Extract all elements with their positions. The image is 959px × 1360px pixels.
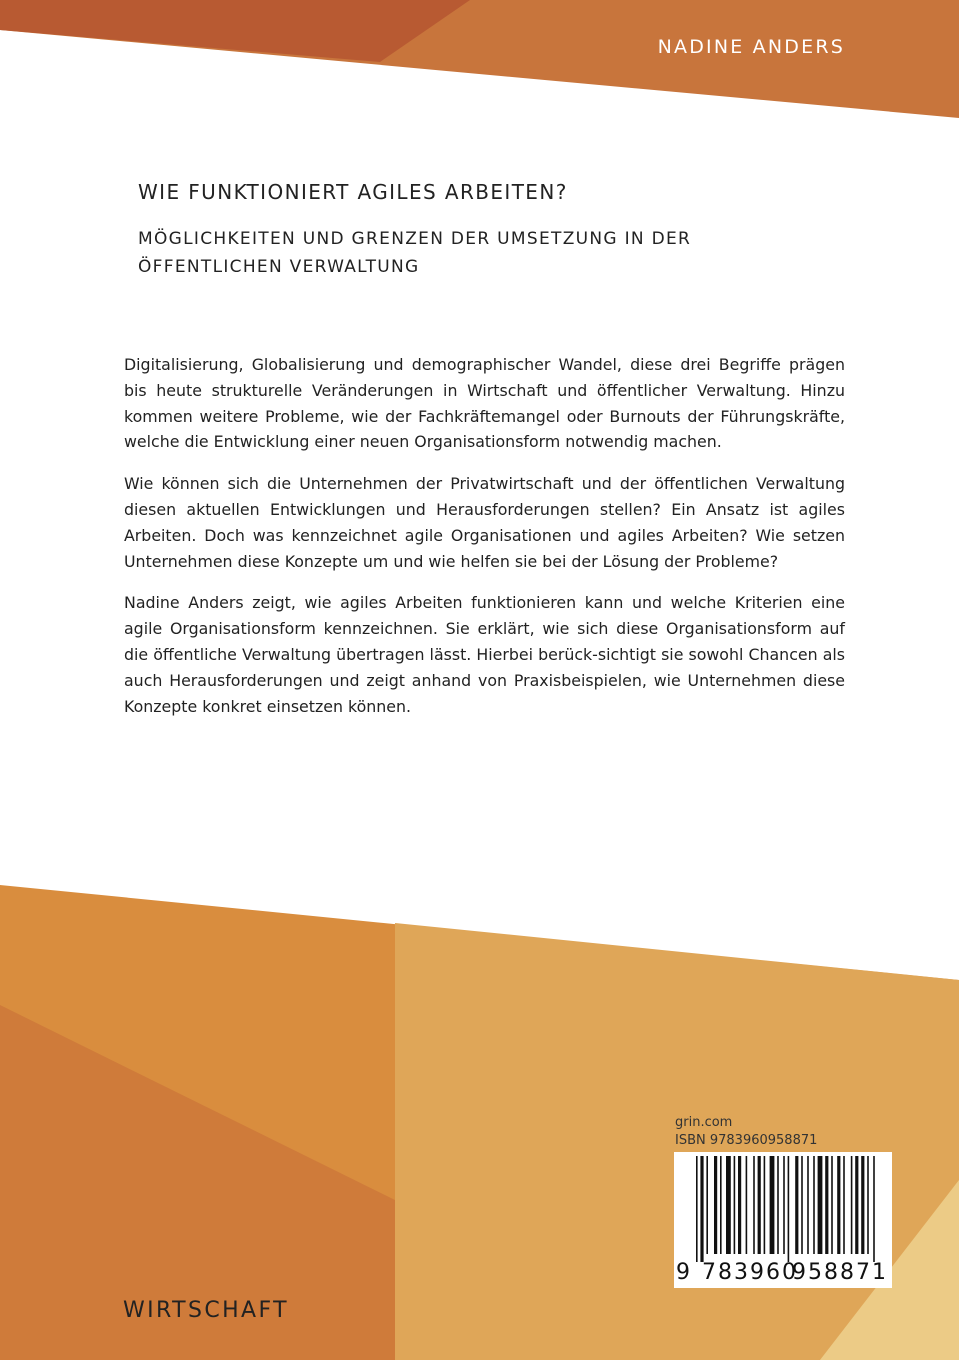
barcode-bar bbox=[700, 1156, 703, 1262]
barcode-bar bbox=[738, 1156, 741, 1254]
barcode-bar bbox=[801, 1156, 803, 1254]
barcode-bar bbox=[867, 1156, 869, 1254]
barcode-bar bbox=[843, 1156, 845, 1254]
barcode-bar bbox=[855, 1156, 858, 1254]
blurb-paragraph: Digitalisierung, Globalisierung und demographischer Wandel, diese drei Begriffe prägen bis heute strukturelle Veränderungen in Wirtschaft und öffentlicher Verwaltung. Hinzu kommen weitere Probleme, wie der Fachkräftemangel oder Burnouts der Führungskräfte, welche die Entwicklung einer neuen Organisationsform notwendig machen. bbox=[124, 355, 845, 452]
barcode-bars bbox=[674, 1152, 892, 1262]
barcode-bar bbox=[770, 1156, 775, 1254]
category-label: WIRTSCHAFT bbox=[123, 1298, 289, 1323]
subtitle-line: MÖGLICHKEITEN UND GRENZEN DER UMSETZUNG IN DER bbox=[138, 229, 692, 249]
blurb-paragraph: Wie können sich die Unternehmen der Privatwirtschaft und der öffentlichen Verwaltung diesen aktuellen Entwicklungen und Herausforderungen stellen? Ein Ansatz ist agiles Arbeiten. Doch was kennzeichnet agile Organisationen und agiles Arbeiten? Wie setzen Unternehmen diese Konzepte um und wie helfen sie bei der Lösung der Probleme? bbox=[124, 474, 845, 571]
book-subtitle bbox=[138, 225, 738, 281]
barcode-bar bbox=[861, 1156, 864, 1254]
barcode-bar bbox=[753, 1156, 755, 1254]
barcode-bar bbox=[795, 1156, 798, 1254]
barcode-digit-right: 958871 bbox=[792, 1260, 888, 1285]
barcode-bar bbox=[696, 1156, 698, 1262]
barcode-bar bbox=[825, 1156, 828, 1254]
barcode-bar bbox=[813, 1156, 815, 1254]
book-title: WIE FUNKTIONIERT AGILES ARBEITEN? bbox=[138, 180, 568, 204]
barcode-bar bbox=[818, 1156, 823, 1254]
barcode-digit-left: 783960 bbox=[702, 1260, 798, 1285]
barcode-bar bbox=[783, 1156, 785, 1254]
barcode-bar bbox=[758, 1156, 761, 1254]
isbn-label: ISBN 9783960958871 bbox=[675, 1133, 818, 1148]
barcode-bar bbox=[788, 1156, 790, 1262]
barcode-bar bbox=[873, 1156, 875, 1262]
barcode-bar bbox=[851, 1156, 853, 1254]
barcode-digit-lead: 9 bbox=[676, 1260, 690, 1285]
barcode-bar bbox=[720, 1156, 722, 1254]
barcode-bar bbox=[726, 1156, 731, 1254]
subtitle-line: ÖFFENTLICHEN VERWALTUNG bbox=[138, 257, 420, 277]
barcode-bar bbox=[807, 1156, 809, 1254]
publisher-url: grin.com bbox=[675, 1115, 733, 1130]
blurb bbox=[124, 352, 845, 735]
barcode bbox=[674, 1152, 892, 1288]
barcode-bar bbox=[714, 1156, 717, 1254]
barcode-bar bbox=[831, 1156, 833, 1254]
barcode-bar bbox=[706, 1156, 708, 1254]
barcode-bar bbox=[777, 1156, 779, 1254]
author-name: NADINE ANDERS bbox=[657, 36, 845, 58]
barcode-bar bbox=[734, 1156, 736, 1254]
barcode-bar bbox=[837, 1156, 840, 1254]
barcode-bar bbox=[746, 1156, 748, 1254]
blurb-paragraph: Nadine Anders zeigt, wie agiles Arbeiten funktionieren kann und welche Kriterien eine agile Organisationsform kennzeichnen. Sie erklärt, wie sich diese Organisationsform auf die öffentliche Verwaltung übertragen lässt. Hierbei berück-sichtigt sie sowohl Chancen als auch Herausforderungen und zeigt anhand von Praxisbeispielen, wie Unternehmen diese Konzepte konkret einsetzen können. bbox=[124, 593, 845, 716]
barcode-bar bbox=[764, 1156, 766, 1254]
